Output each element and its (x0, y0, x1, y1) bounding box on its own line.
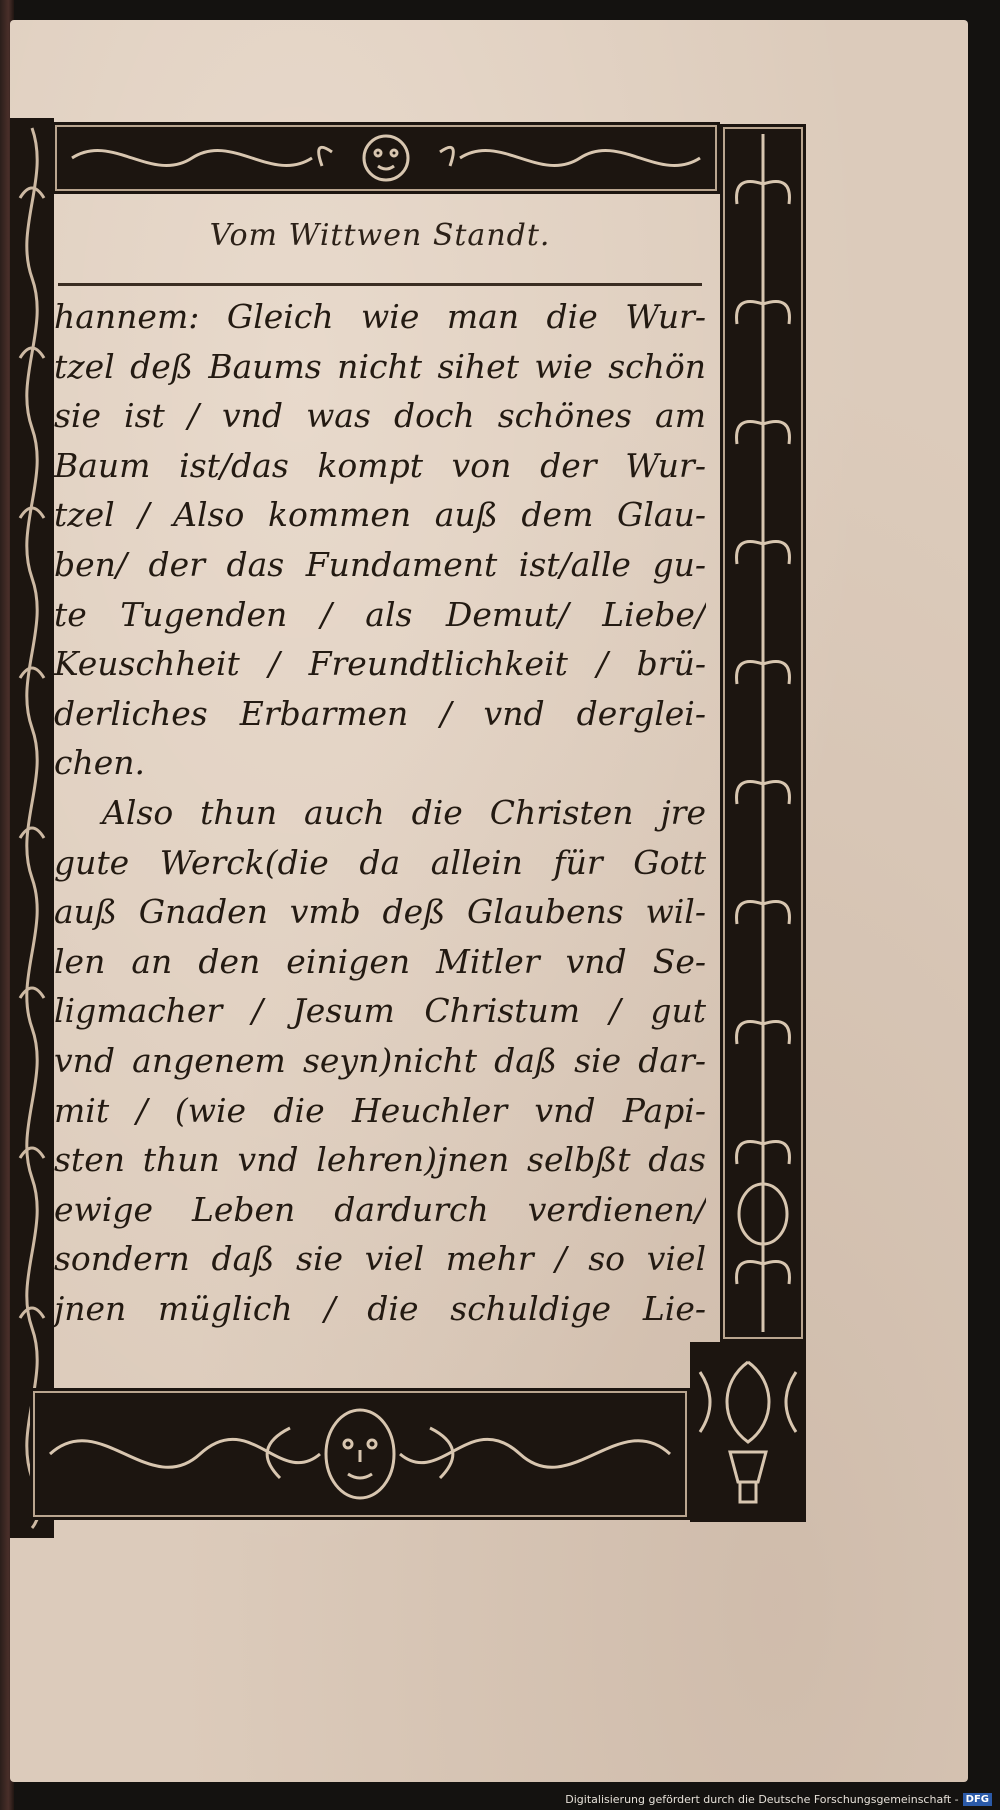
text-line: sie ist / vnd was doch schönes am (54, 396, 706, 436)
text-line: ligmacher / Jesum Christum / gut (54, 991, 706, 1031)
text-line: chen. (54, 743, 146, 783)
digitization-credit (565, 1793, 992, 1806)
text-line: tzel deß Baums nicht sihet wie schön (54, 346, 706, 386)
text-line: tzel / Also kommen auß dem Glau- (54, 495, 706, 535)
text-line: Keuschheit / Freundtlichkeit / brü- (54, 644, 706, 684)
text-line: auß Gnaden vmb deß Glaubens wil- (54, 892, 706, 932)
text-line: sten thun vnd lehren)jnen selbßt das (54, 1140, 706, 1180)
lower-right-ornament (690, 1342, 806, 1522)
left-ornament-border (10, 118, 54, 1538)
header-rule (58, 283, 702, 286)
text-line: Also thun auch die Christen jre (102, 792, 706, 832)
text-line: gute Werck(die da allein für Gott (54, 842, 706, 882)
text-line: vnd angenem seyn)nicht daß sie dar- (54, 1040, 706, 1080)
text-line: sondern daß sie viel mehr / so viel (54, 1239, 706, 1279)
right-ornament-border (720, 124, 806, 1342)
text-line: derliches Erbarmen / vnd derglei- (54, 693, 706, 733)
text-line: mit / (wie die Heuchler vnd Papi- (54, 1090, 706, 1130)
bottom-ornament-border (30, 1388, 690, 1520)
dfg-logo: DFG (963, 1793, 992, 1806)
top-ornament-border (52, 122, 720, 194)
text-line: ben/ der das Fundament ist/alle gu- (54, 544, 706, 584)
credit-text: Digitalisierung gefördert durch die Deutsche Forschungsgemeinschaft - (565, 1793, 959, 1806)
text-line: te Tugenden / als Demut/ Liebe/ (54, 594, 706, 634)
text-line: Baum ist/das kompt von der Wur- (54, 445, 706, 485)
running-head: Vom Wittwen Standt. (209, 218, 551, 253)
body-text (54, 292, 706, 1333)
text-line: jnen müglich / die schuldige Lie- (54, 1288, 706, 1328)
text-line: ewige Leben dardurch verdienen/ (54, 1189, 706, 1229)
text-line: hannem: Gleich wie man die Wur- (54, 297, 706, 336)
text-line: len an den einigen Mitler vnd Se- (54, 941, 706, 981)
